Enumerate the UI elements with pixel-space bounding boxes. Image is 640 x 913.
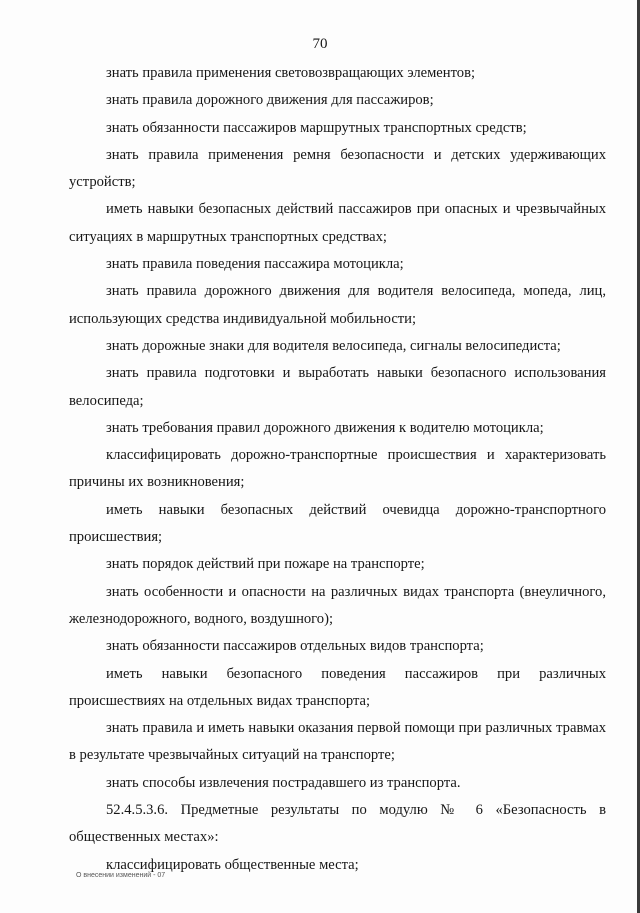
paragraph: знать дорожные знаки для водителя велосипеда, сигналы велосипедиста; xyxy=(106,337,561,354)
paragraph: знать правила дорожного движения для водителя велосипеда, мопеда, лиц, использующих средства индивидуальной мобильности; xyxy=(69,283,606,327)
page-number: 70 xyxy=(312,36,328,52)
body-text xyxy=(69,60,606,879)
paragraph: знать правила и иметь навыки оказания первой помощи при различных травмах в результате чрезвычайных ситуаций на транспорте; xyxy=(69,720,606,764)
paragraph: знать правила дорожного движения для пассажиров; xyxy=(106,92,434,109)
paragraph: классифицировать дорожно-транспортные происшествия и характеризовать причины их возникновения; xyxy=(69,447,606,491)
paragraph: знать обязанности пассажиров отдельных видов транспорта; xyxy=(106,638,484,655)
paragraph: знать правила применения ремня безопасности и детских удерживающих устройств; xyxy=(69,146,606,191)
paragraph: иметь навыки безопасных действий пассажиров при опасных и чрезвычайных ситуациях в маршрутных транспортных средствах; xyxy=(69,201,606,245)
paragraph: знать способы извлечения пострадавшего из транспорта. xyxy=(106,774,461,791)
paragraph: иметь навыки безопасных действий очевидца дорожно-транспортного происшествия; xyxy=(69,501,606,546)
paragraph: знать порядок действий при пожаре на транспорте; xyxy=(106,556,425,573)
section-heading-paragraph: 52.4.5.3.6. Предметные результаты по модулю № 6 «Безопасность в общественных местах»: xyxy=(69,802,606,846)
paragraph: знать правила применения световозвращающих элементов; xyxy=(106,65,476,81)
paragraph: знать правила поведения пассажира мотоцикла; xyxy=(106,256,404,273)
paragraph: знать требования правил дорожного движения к водителю мотоцикла; xyxy=(106,419,544,436)
footer-note: О внесении изменений - 07 xyxy=(76,872,166,879)
paragraph: знать обязанности пассажиров маршрутных транспортных средств; xyxy=(106,119,527,136)
paragraph: знать правила подготовки и выработать навыки безопасного использования велосипеда; xyxy=(69,365,606,409)
paragraph: иметь навыки безопасного поведения пассажиров при различных происшествиях на отдельных видах транспорта; xyxy=(69,665,606,709)
paragraph: знать особенности и опасности на различных видах транспорта (внеуличного, железнодорожного, водного, воздушного); xyxy=(69,583,606,627)
paragraph: классифицировать общественные места; xyxy=(106,856,359,873)
